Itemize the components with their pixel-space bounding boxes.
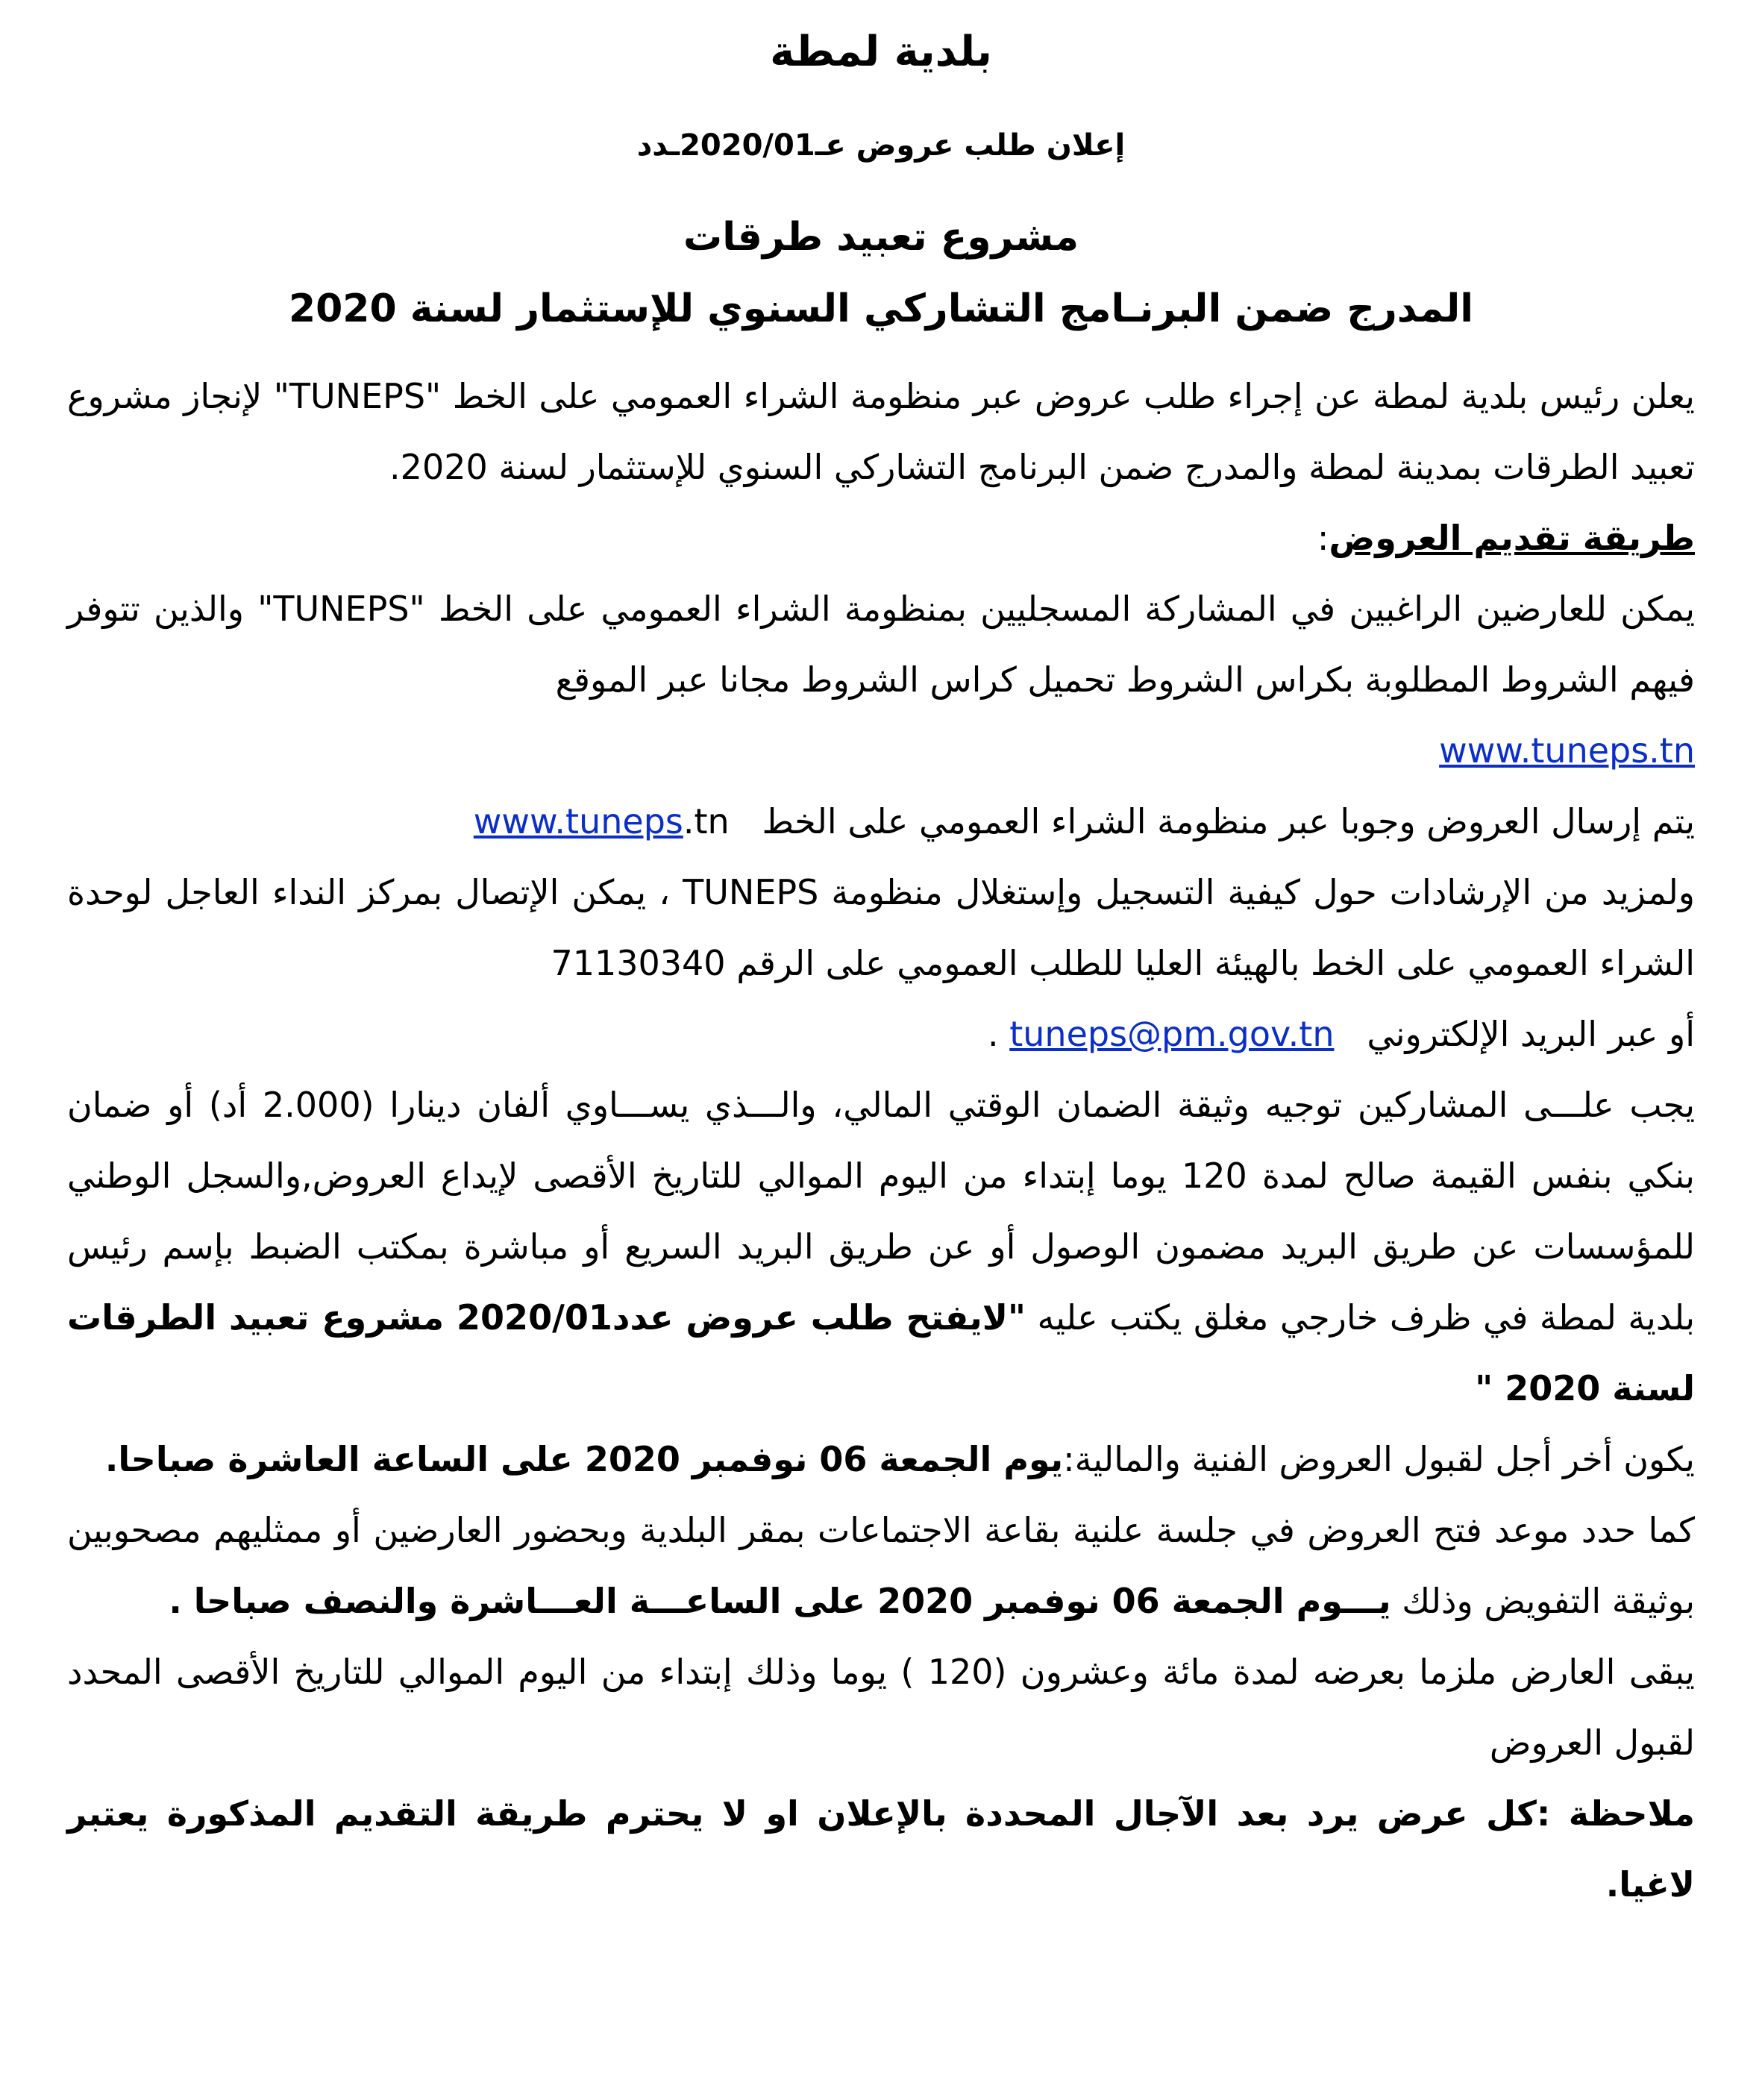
note-paragraph: ملاحظة :كل عرض يرد بعد الآجال المحددة بالإعلان او لا يحترم طريقة التقديم المذكورة يعتبر لاغيا. xyxy=(67,1793,1695,1905)
guarantee-text: يجب علـــى المشاركين توجيه وثيقة الضمان الوقتي المالي، والـــذي يســـاوي ألفان دينارا (2.000 أد) أو ضمان بنكي بنفس القيمة صالح لمدة 120 يوما إبتداء من اليوم الموالي للتاريخ الأقصى لإيداع العروض,والسجل الوطني للمؤسسات عن طريق البريد مضمون الوصول أو عن طريق البريد السريع أو مباشرة بمكتب الضبط بإسم رئيس بلدية لمطة في ظرف خارجي مغلق يكتب عليه xyxy=(67,1085,1695,1338)
opening-text: كما حدد موعد فتح العروض في جلسة علنية بقاعة الاجتماعات بمقر البلدية وبحضور العارضين أو ممثليهم مصحوبين بوثيقة التفويض وذلك xyxy=(67,1510,1695,1621)
submission-paragraph-2 xyxy=(67,786,1695,857)
guarantee-paragraph xyxy=(67,1070,1695,1424)
intro-paragraph: يعلن رئيس بلدية لمطة عن إجراء طلب عروض عبر منظومة الشراء العمومي على الخط "TUNEPS" لإنجاز مشروع تعبيد الطرقات بمدينة لمطة والمدرج ضمن البرنامج التشاركي السنوي للإستثمار لسنة 2020. xyxy=(67,376,1695,487)
deadline-date: يوم الجمعة 06 نوفمبر 2020 على الساعة العاشرة صباحا. xyxy=(104,1439,1064,1479)
tuneps-site-link[interactable]: www.tuneps.tn xyxy=(1439,730,1695,771)
tuneps-link-2-group xyxy=(474,801,730,841)
submission-text-1: يمكن للعارضين الراغبين في المشاركة المسجليين بمنظومة الشراء العمومي على الخط "TUNEPS" والذين تتوفر فيهم الشروط المطلوبة بكراس الشروط تحميل كراس الشروط مجانا عبر الموقع xyxy=(67,589,1695,700)
email-suffix: . xyxy=(987,1014,1010,1054)
submission-paragraph-3 xyxy=(67,857,1695,1070)
envelope-label: "لايفتح طلب عروض عدد2020/01 مشروع تعبيد الطرقات لسنة 2020 " xyxy=(67,1297,1695,1408)
tuneps-site-link-2[interactable]: www.tuneps xyxy=(473,801,683,841)
submission-heading: طريقة تقديم العروض xyxy=(1329,518,1695,558)
submission-paragraph-1 xyxy=(67,574,1695,786)
announcement-body xyxy=(67,361,1695,1920)
municipality-name: بلدية لمطة xyxy=(770,28,992,76)
validity-paragraph: يبقى العارض ملزما بعرضه لمدة مائة وعشرون (120 ) يوما وذلك إبتداء من اليوم الموالي للتاريخ الأقصى المحدد لقبول العروض xyxy=(67,1652,1695,1763)
submission-heading-row xyxy=(67,503,1695,574)
deadline-text: يكون أخر أجل لقبول العروض الفنية والمالية: xyxy=(1063,1439,1695,1479)
tuneps-site-link-2-suffix: .tn xyxy=(683,801,730,841)
submission-text-2: يتم إرسال العروض وجوبا عبر منظومة الشراء العمومي على الخط xyxy=(762,801,1695,841)
deadline-paragraph xyxy=(67,1424,1695,1495)
tuneps-email-link[interactable]: tuneps@pm.gov.tn xyxy=(1009,1014,1335,1054)
announcement-reference: إعلان طلب عروض عـ2020/01ـدد xyxy=(636,128,1126,163)
announcement-document xyxy=(67,22,1695,2085)
opening-date: يـــوم الجمعة 06 نوفمبر 2020 على الساعـــة العـــاشرة والنصف صباحا . xyxy=(169,1581,1391,1621)
opening-paragraph xyxy=(67,1495,1695,1637)
project-title-line2: المدرج ضمن البرنـامج التشاركي السنوي للإستثمار لسنة 2020 xyxy=(288,286,1474,331)
submission-heading-colon: : xyxy=(1317,518,1329,558)
email-prefix: أو عبر البريد الإلكتروني xyxy=(1367,1014,1695,1054)
submission-text-3: ولمزيد من الإرشادات حول كيفية التسجيل وإستغلال منظومة TUNEPS ، يمكن الإتصال بمركز النداء العاجل لوحدة الشراء العمومي على الخط بالهيئة العليا للطلب العمومي على الرقم 71130340 xyxy=(67,872,1695,983)
project-title-line1: مشروع تعبيد طرقات xyxy=(683,215,1079,260)
